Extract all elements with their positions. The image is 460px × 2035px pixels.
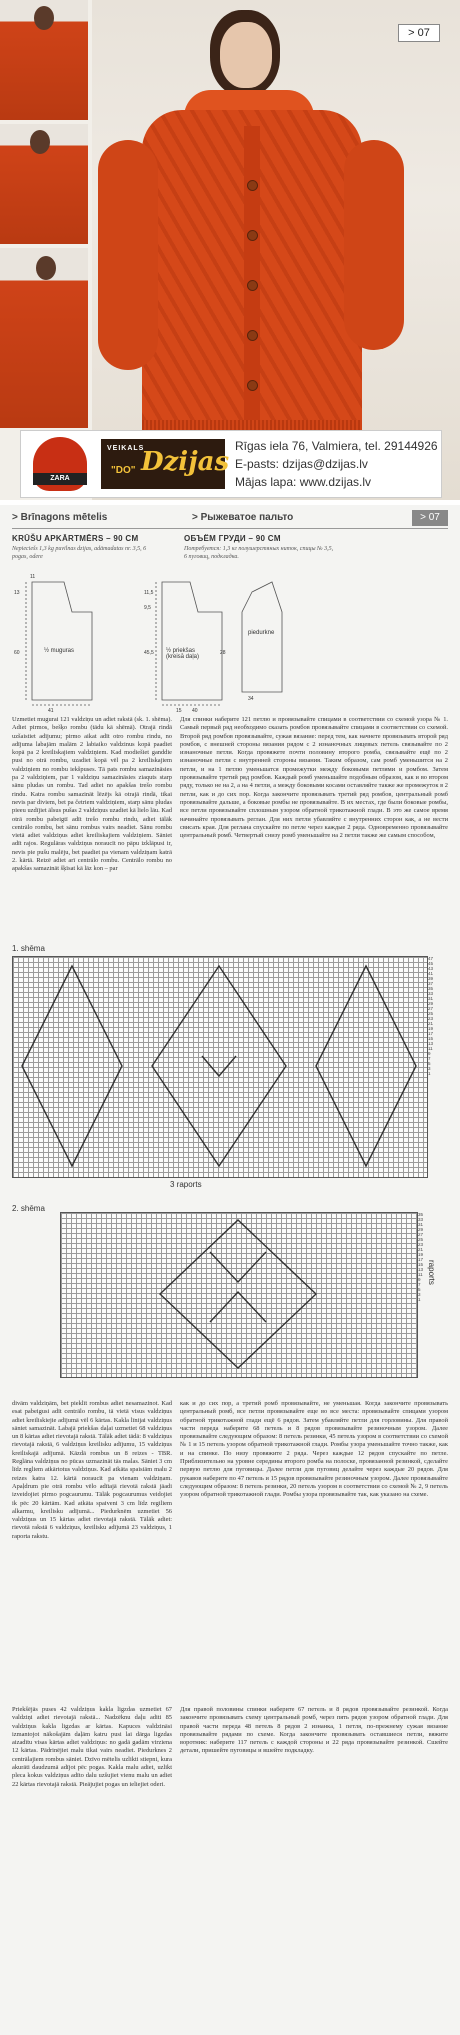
chart-1-repeat-label: 3 raports <box>170 1180 202 1189</box>
schematic-height-4: 9,5 <box>144 605 151 611</box>
lv-subtitle: Nepieciešs 1,3 kg puvilnas dzijas, adāmadatas nr. 3,5, 6 pogas, odere <box>12 546 147 560</box>
back-piece-outline <box>32 582 92 700</box>
logo-name: Dzijas <box>141 447 230 477</box>
lv-title: KRŪŠU APKĀRTMĒRS – 90 CM <box>12 534 139 543</box>
header-title-lv: > Brīnagons mētelis <box>12 512 108 523</box>
hat-label: ZARA <box>50 475 70 482</box>
logo-quote-text: "DO" <box>111 465 136 476</box>
photo-thumbnail-1 <box>0 0 88 120</box>
ru-subtitle: Потребуется: 1,3 кг полушерстяных ниток, спицы № 3,5, 6 пуговиц, подкладка. <box>184 546 334 560</box>
main-model-photo <box>92 0 460 500</box>
lv-instructions-3: Priekšējās puses 42 valdziņus kakla ligzdas uzmetiet 67 valdziņi adiet rievotajā rakstā... Nadzēknu daļu aditi 85 valdziņus kakla ligzdas ar kārtas. Kapuces valdzināsi izmantojot nākošajām daļām katru pusi lai dārga ligzdas aizadītu visas kārtas adiet valdziņus: no gadā gadām virziena 12 kārtas. Pādrinējiet malu tikai vairs neadiet. Piedurknes 2 centrālajiem rombus sāniet. Dzīvo mētelis uzlikti stiepni, kura akurāti daudzumā adījot pēc pogas. Kakla malu adiet, uzlikt pleca kokus valdziņus adīto dalu uzšujiet vienu malu un adiet 22 kārtas rievotajā rakstā. Pieājujiet pogas un ieliejiet oderi. <box>12 1706 172 1788</box>
sleeve-outline <box>242 582 282 692</box>
schematic-width-1: 41 <box>48 708 54 714</box>
schema-2-label: 2. shēma <box>12 1204 45 1213</box>
schematic-front-label: ½ priekšas (kreisā daļa) <box>166 648 200 660</box>
ru-title: ОБЪЁМ ГРУДИ – 90 CM <box>184 534 281 543</box>
chart-2-repeat-label: raports <box>427 1260 436 1285</box>
schema-1-label: 1. shēma <box>12 944 45 953</box>
logo-small-text: VEIKALS <box>107 445 145 452</box>
schematic-width-3: 15 <box>176 708 182 714</box>
photo-thumbnail-2 <box>0 124 88 244</box>
product-photo-area <box>0 0 460 500</box>
shop-email: E-pasts: dzijas@dzijas.lv <box>235 457 368 471</box>
schematic-back-label: ½ muguras <box>44 648 75 654</box>
ru-instructions-2: как и до сих пор, а третий ромб провязывайте, не уменьшая. Когда закончите провязывать центральный ромб, все петли провязывайте еще во все места: провязывайте спицами узором обратной трикотажной глади ещё 6 рядов. Затем убавляйте петли для горловины. Для правой части переда наберите 68 петель и 8 рядов провязывайте резиночным узором. Далее провязывайте следующим образом: 8 петель резинки, 45 петель узором в соответствии со схемой № 1 и 15 петель узором обратной трикотажной глади. Ромбы узора уменьшайте точно также, как и на спинке. По низу провяжите 2 ряда. Через каждые 12 рядов спускайте по петле. Приблизительно на уровне середины второго ромба на полоске, провязанной резинкой, сделайте первую петлю для пуговицы. Далее петли для пуговиц делайте через каждые 20 рядов. Для рукавов наберите по 47 петель и 15 рядов провязывайте резиночным узором. Далее провязывайте следующим образом: 8 петель резинки, 20 петель узором в соответствии со схемой № 2, 9 петель узором обратной трикотажной глади. Ромбы узора провязывайте так, как указано на схеме. <box>180 1400 448 1499</box>
schematic-height-1: 60 <box>14 650 20 656</box>
ru-instructions-1: Для спинки наберите 121 петлю и провязывайте спицами в соответствии со схемой узора № 1. Самый первый ряд необходимо сказать ромбов провязывайте спицами в соответствии со схемой. Второй ряд ромбов провязывайте, сужая вязание: перед тем, как начнете провязывать второй ряд ромбов, с внешней стороны вязания рядом с 2 изнаночных лицевых петель связывайте по 2 изнаночные петли. Когда провяжете почти половину второго ромба, связывайте ещё по 2 изнаночные петли с внутренней стороны вязания. Таким образом, сам ромб уменьшится на 2 петли, и на 1 петлю уменьшатся промежутки между боковыми петлями и ромбом. Затем провязывайте третий ряд ромбов. Каждый ромб уменьшайте подобным образом, как и во втором ряду, только не на 2, а на 4 петли, а между боковыми косами оставляйте также же промежуток в 2 петли, как и до сих пор. Когда закончите провязывать третий ряд ромбов, центральный ромб провязывайте дальше, а боковые ромбы не провязывайте. В их местах, где были боковые ромбы, все петли провязывайте сплошным узором обратной трикотажной глади. В это же самое время начинайте провязывать реглан. Для них петли убавляйте с внутренних сторон как, а не вести свисать края. Для реглана спускайте по петле через каждые 2 ряда. Одновременно провязывайте центральный ромб. Четвертый снизу ромб уменьшайте на 2 петли также же самым способом, <box>180 716 448 840</box>
shop-address: Rīgas iela 76, Valmiera, tel. 29144926 <box>235 439 438 453</box>
shop-info-banner <box>20 430 442 498</box>
chart-2-row-numbers: 35 33 31 29 27 25 23 21 19 17 15 13 11 9 7 5 3 1 <box>418 1212 424 1302</box>
hat-band <box>33 473 87 485</box>
lv-instructions-2: divām valdziņām, bet pieklīt rombus adiet nesamazinot. Kad esat pabeigusi adīt centrālo rombu, tā vietā visus valdziņus adiet kreiliskiejie adījumā vēl 6 kārtas. Kakla līnijai valdziņus sāniet samazināt. Labajā priekšas daļai uzmetiet 68 valdziņus un 8 kārtas adiet rievotajā rakstā. Tālāk adiet tādā: 8 valdziņus rievotajā rakstā, 6 valdziņus kreilisku adījumu, 15 valdziņus kreiliskajā adījumā. Kāzdā rombus un 8 reizes - TBR. Reglāna valdziņus no pūcas uzmazināt tās malas. Sāniet 3 cm līdz regliem atkārtotus valdziņus. Kad atkāta spaisiām malu 2 reizes katra 12. kārtā noraucīt pa vienam valdziņam. Apaļdrum pie otrā rombu vēlo adītajā rievotā rakstā jāadi izveidojiet pirmo pogcaurumu. Tālāk pogcaurumus veidojiet ik pēc 20 kārtām. Kad atkāta spaiveni 3 cm līdz regiliem alkarmu, kreilisku adījumā... Piedurknēm uzmetiet 56 valdziņus un 15 kārtas adiet rievotajā rakstā. Tālāk adiet: rievotā rakstā 6 valdziņus, kreilisku adījumā 23 valdziņus, 1 raporta rakstu. <box>12 1400 172 1540</box>
photo-thumbnail-3 <box>0 248 88 428</box>
schematic-height-6: 45,5 <box>144 650 154 656</box>
schematic-width-4: 40 <box>192 708 198 714</box>
chart-1-row-numbers: 47 45 43 41 39 37 35 33 31 29 27 25 23 21 19 17 15 13 11 9 7 5 3 1 <box>428 956 434 1076</box>
schematic-height-3: 11,5 <box>144 590 154 596</box>
garment-schematic <box>12 572 448 710</box>
schematic-width-5: 34 <box>248 696 254 702</box>
schematic-width-2: 11 <box>30 574 36 580</box>
page-number-badge: > 07 <box>398 24 440 42</box>
shop-website[interactable]: Mājas lapa: www.dzijas.lv <box>235 475 372 489</box>
ru-instructions-3: Для правой половины спинки наберите 67 петель и 8 рядов провязывайте резинкой. Когда закончите провязывать схему центральный ромб, через пять рядов узором обратной глади. Для правой части переда 48 петель 8 рядов 2 изнанка, 1 петля, по-прежнему сужая вязание провязывайте рядами по схеме. Когда закончите провязывать оставшиеся петли, вяжите воротник: наберите 117 петель с каждой стороны и 22 ряда провязывайте резинкой. Сшейте детали, пришейте пуговицы и вшейте подкладку. <box>180 1706 448 1755</box>
header-title-ru: > Рыжеватое пальто <box>192 512 294 523</box>
shop-logo <box>101 439 230 489</box>
doc-header <box>12 510 448 529</box>
schematic-sleeve-label: piedurkne <box>248 630 275 636</box>
front-piece-outline <box>162 582 222 700</box>
chart-2-pattern <box>60 1212 416 1376</box>
lv-instructions-1: Uzmetiet mugurai 121 valdziņu un adiet rakstā (sk. 1. shēma). Adiet pirmos, bešķo rombu (tādu kā shēmā). Otrajā rindā uzšaistiet adījumu; pirmo aikat adīt otro rombu rindu, no adījuma labajām malām 2 labiaiko valdzinus kopā paadiet kopā pa 2 kreiliskajiem valdziņiem. Kad modiešiet ganddie pusi no otrā rombu, uzadiet kopā vēl pa 2 kreiliskajiem valdziņiem no rombu iekšpuses. Tā pats rombu samazināsies pa 2 valdziņiem, par 1 valdziņu samazināsies ziaquts starp sānu pludas un rombu. Tad adiet no apakšas trešo rombu rindu. Katra rombu samazināt lēzējs kā otrajā rindā, tikai nevis par diviem, bet pa četriem valdziņiem, starp sānu pludas pieeu uzdījiet ālsus pušas 2 valdziņus uzadiet kā lielo lāu. Kad otrā rombu pabeigtī adīt trešo rombu rindu, adiet tālāk centrālo rombu, bet sānu rombus vairs neadiet. Sānu rombu vietā adiet valdziņus adiet kreiliskajiem valdziņiem. Sāniet adīt rajos. Regulāras valdziņus noraucīt no pāpu izklāpusi ir, nevis pie pušu malēju, bet paadiet pa vienam valdziņam katrā 2. kārtā. Reizē adiet arī centrālo rombu. Centrālo rombu no apakšas samazināt šķīsat kā lāz kon – par <box>12 716 172 873</box>
header-page-number: > 07 <box>412 510 448 526</box>
schematic-height-2: 13 <box>14 590 20 596</box>
schematic-height-5: 28 <box>220 650 226 656</box>
chart-1-pattern <box>12 956 426 1176</box>
